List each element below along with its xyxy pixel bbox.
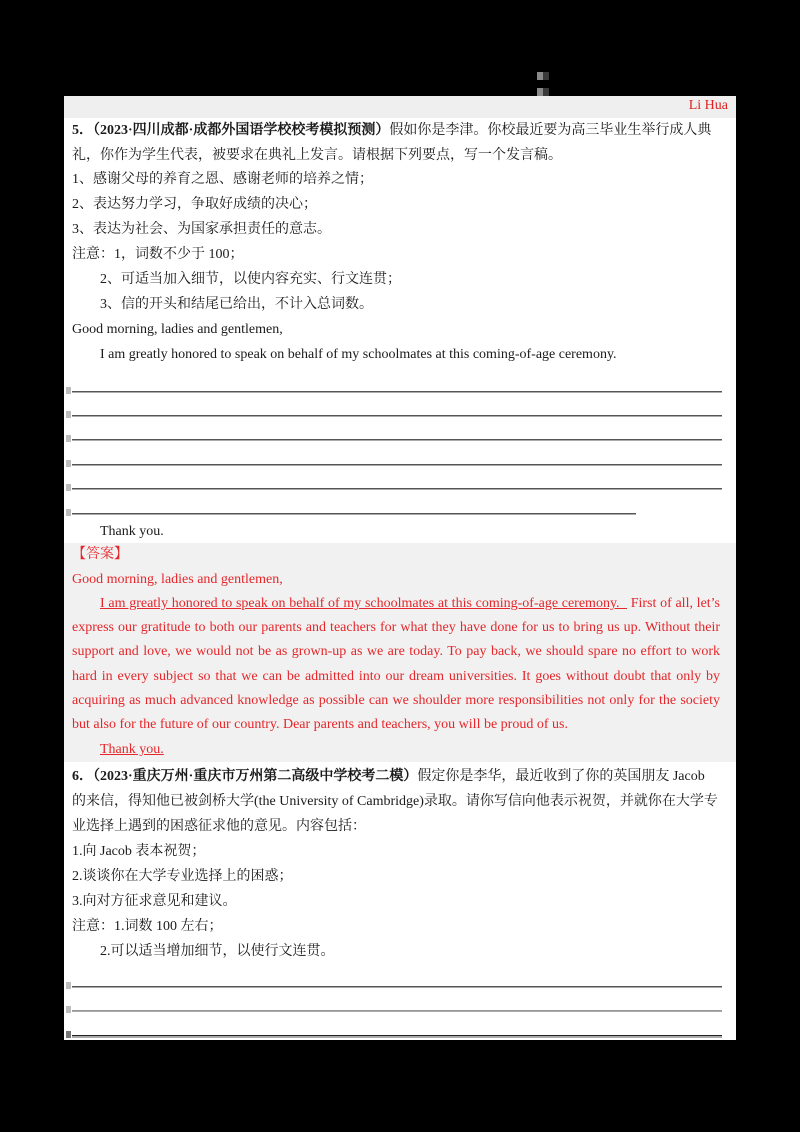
answer-label: 【答案】 <box>72 547 128 562</box>
q6-prompt-2: 的来信，得知他已被剑桥大学(the University of Cambridge)录取。请你写信向他表示祝贺，并就你在大学专 <box>72 794 718 809</box>
q6-point-3: 3.向对方征求意见和建议。 <box>72 894 237 909</box>
q5-point-1: 1、感谢父母的养育之恩、感谢老师的培养之情； <box>72 172 373 187</box>
answer-closing: Thank you. <box>100 742 164 757</box>
line-marker <box>66 982 71 989</box>
edge-mark <box>537 88 549 96</box>
writing-line[interactable] <box>72 464 722 466</box>
line-marker <box>66 435 71 442</box>
answer-opening: I am greatly honored to speak on behalf of my schoolmates at this coming-of-age ceremony. <box>100 596 620 611</box>
q6-point-1: 1.向 Jacob 表本祝贺； <box>72 844 206 859</box>
q6-prompt-3: 业选择上遇到的困惑征求他的意见。内容包括： <box>72 819 366 834</box>
q5-prompt-2: 礼，你作为学生代表，被要求在典礼上发言。请根据下列要点，写一个发言稿。 <box>72 148 562 163</box>
q6-note-2: 2.可以适当增加细节，以使行文连贯。 <box>100 944 335 959</box>
line-marker <box>66 1006 71 1013</box>
q5-source: （2023·四川成都·成都外国语学校校考模拟预测） <box>93 123 390 138</box>
writing-line[interactable] <box>72 513 636 515</box>
line-marker <box>66 484 71 491</box>
q6-prompt-1: 假定你是李华，最近收到了你的英国朋友 Jacob <box>417 769 705 784</box>
q6-note-1: 注意：1.词数 100 左右； <box>72 919 223 934</box>
q6-number: 6． <box>72 769 93 784</box>
page-header <box>64 96 736 118</box>
q5-prompt-1: 假如你是李津。你校最近要为高三毕业生举行成人典 <box>389 123 712 138</box>
q5-point-3: 3、表达为社会、为国家承担责任的意志。 <box>72 222 331 237</box>
answer-greeting: Good morning, ladies and gentlemen, <box>72 572 283 587</box>
answer-body <box>72 592 720 737</box>
header-name: Li Hua <box>688 98 728 113</box>
q5-number: 5． <box>72 123 93 138</box>
q5-closing: Thank you. <box>100 524 164 539</box>
writing-line[interactable] <box>72 391 722 393</box>
writing-line[interactable] <box>72 415 722 417</box>
writing-line[interactable] <box>72 986 722 988</box>
line-marker <box>66 1031 71 1038</box>
line-marker <box>66 460 71 467</box>
q6-point-2: 2.谈谈你在大学专业选择上的困惑； <box>72 869 293 884</box>
line-marker <box>66 509 71 516</box>
line-marker <box>66 387 71 394</box>
line-marker <box>66 411 71 418</box>
edge-mark <box>537 72 549 80</box>
q5-greeting: Good morning, ladies and gentlemen, <box>72 322 283 337</box>
q5-opening: I am greatly honored to speak on behalf of my schoolmates at this coming-of-age ceremony. <box>100 347 617 362</box>
writing-line[interactable] <box>72 1035 722 1038</box>
writing-line[interactable] <box>72 1010 722 1012</box>
answer-block <box>64 543 736 762</box>
q5-note-1: 注意：1，词数不少于 100； <box>72 247 244 262</box>
answer-body-text: First of all, let’s express our gratitude to both our parents and teachers for what they have done for us to bring us up. Without their support and love, we would not be as grown-up as we are today. To pay back, we should spare no effort to work hard in every subject so that we can be admitted into our dream universities. It goes without doubt that only by acquiring as much advanced knowledge as possible can we shoulder more responsibilities not only for the society but also for the future of our country. Dear parents and teachers, you will be proud of us. <box>72 596 721 733</box>
q5-note-2: 2、可适当加入细节，以使内容充实、行文连贯； <box>100 272 401 287</box>
q5-note-3: 3、信的开头和结尾已给出，不计入总词数。 <box>100 297 373 312</box>
document-page <box>64 96 736 1040</box>
q6-title-line <box>72 768 705 786</box>
q6-source: （2023·重庆万州·重庆市万州第二高级中学校考二模） <box>93 769 418 784</box>
writing-line[interactable] <box>72 439 722 441</box>
q5-point-2: 2、表达努力学习，争取好成绩的决心； <box>72 197 317 212</box>
q5-title-line <box>72 122 711 140</box>
writing-line[interactable] <box>72 488 722 490</box>
